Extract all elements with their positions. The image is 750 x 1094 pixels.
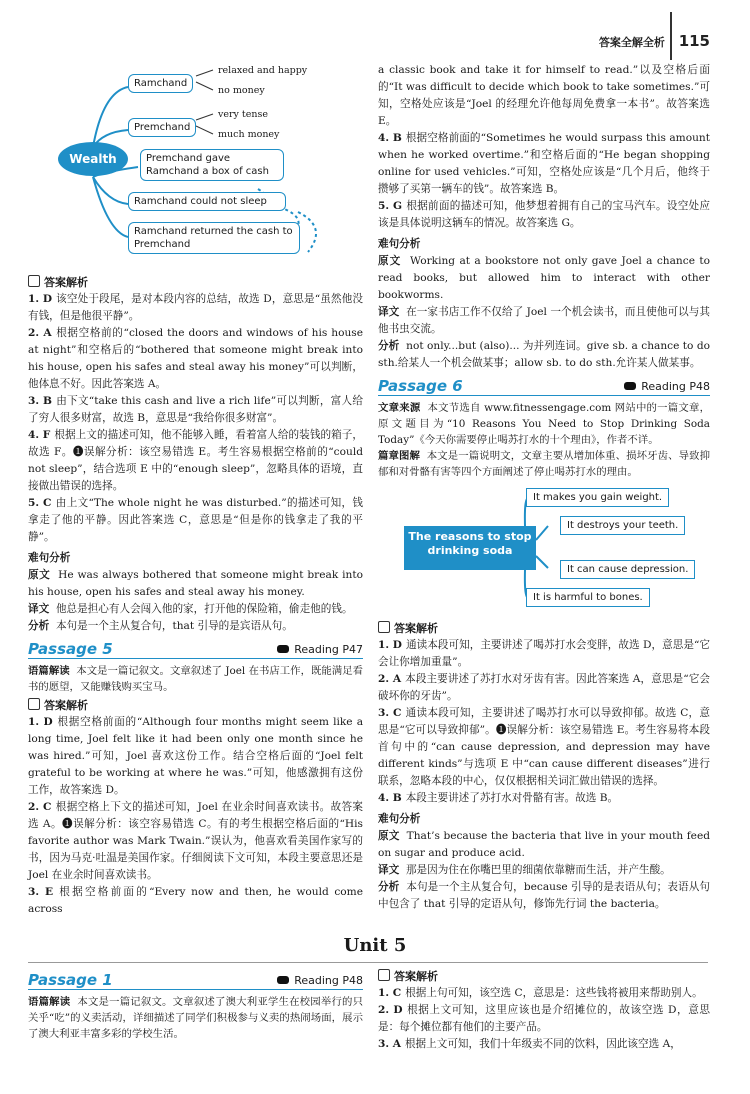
- passage6-bar: [378, 378, 710, 396]
- answer-item: 1. D 根据空格前面的“Although four months might seem like a long time, Joel felt like it had been only one month since he was hired.”可知，Joel 喜欢这份工作。结合空格后面的“Joel felt grateful to be working at where he was.”可知，他感激拥有这份工作，故答案选 D。: [28, 716, 364, 796]
- answer-item: 4. B 本段主要讲述了苏打水对骨骼有害。故选 B。: [378, 792, 619, 804]
- wealth-center-node: Wealth: [58, 142, 128, 176]
- node-could-not-sleep: Ramchand could not sleep: [128, 192, 286, 211]
- answer-item: 2. C 根据空格上下文的描述可知，Joel 在业余时间喜欢读书。故答案选 A。❶误解分析：该空容易错选 C。有的考生根据空格后面的“His favorite author was Mark Twain.”误认为，他喜欢看美国作家写的书，因为马克·吐温是美国作家。仔细阅读下文可知，本段主要意思还是 Joel 在业余时间喜欢读书。: [28, 801, 363, 881]
- answers-title: 答案解析: [28, 697, 363, 714]
- node-premchand-gave: Premchand gave Ramchand a box of cash: [140, 149, 284, 181]
- yuanwen: 原文 Working at a bookstore not only gave Joel a chance to read books, but allowed him to interact with other bookworms.: [378, 255, 710, 301]
- fenxi: 分析 本句是一个主从复合句，that 引导的是宾语从句。: [28, 620, 293, 632]
- unit5-right: [378, 966, 710, 1053]
- answer-item: 4. F 根据上文的描述可知，他不能够入睡，看着富人给的装钱的箱子，故选 F。❶误解分析：该空易错选 E。考生容易根据空格前的“could not sleep”，结合选项 E 中的“enough sleep”，忽略具体的语境，直接做出错误的选择。: [28, 429, 363, 492]
- answers-title: 答案解析: [378, 968, 710, 985]
- right-column: [378, 62, 710, 913]
- soda-diagram: [378, 484, 710, 614]
- answer-item: 3. C 通读本段可知，主要讲述了喝苏打水可以导致抑郁。故选 C，意思是“它可以导致抑郁”。❶误解分析：该空易错选 E。考生容易将本段首句中的“can cause depression, and depression may have different kinds”与选项 E 中“can cause different diseases”进行联系，忽略本段的中心，仅仅根据相关词汇做出错误的选择。: [378, 707, 710, 787]
- passage5-title: Passage 5: [28, 640, 113, 658]
- passage5-reading: Reading P47: [277, 641, 363, 658]
- soda-leaf-weight: It makes you gain weight.: [526, 488, 669, 507]
- answer-continuation: a classic book and take it for himself to read.”以及空格后面的“It was difficult to decide which book to take sometimes.”可知，空格处应该是“Joel 的经理允许他每周免费拿一本书”。故答案选 E。: [378, 64, 710, 127]
- unit-rule: [28, 962, 708, 963]
- passage6-title: Passage 6: [378, 377, 463, 395]
- answer-item: 3. A 根据上文可知，我们十年级卖不同的饮料，因此该空选 A，: [378, 1038, 681, 1050]
- answer-item: 3. E 根据空格前面的“Every now and then, he would come across: [28, 886, 363, 915]
- fenxi: 分析 not only...but (also)... 为并列连词。give sb. a chance to do sth.给某人一个机会做某事；allow sb. to do sth.允许某人做某事。: [378, 340, 711, 369]
- yiwen: 译文 他总是担心有人会闯入他的家，打开他的保险箱，偷走他的钱。: [28, 603, 353, 615]
- key-icon: [28, 698, 40, 710]
- yiwen: 译文 在一家书店工作不仅给了 Joel 一个机会读书，而且使他可以与其他书虫交流。: [378, 306, 710, 335]
- pointing-hand-icon: [624, 382, 636, 390]
- passage6-source: 文章来源 本文节选自 www.fitnessengage.com 网站中的一篇文章，原文题目为“10 Reasons You Need to Stop Drinking Soda Today”《今天你需要停止喝苏打水的十个理由》，作者不详。: [378, 402, 711, 446]
- hard-sentence-title: 难句分析: [28, 552, 71, 564]
- node-premchand: Premchand: [128, 118, 196, 137]
- page-number: 115: [678, 32, 710, 50]
- passage5-bar: [28, 641, 363, 659]
- yuanwen: 原文 He was always bothered that someone might break into his house, open his safes and steal away his money.: [28, 569, 363, 598]
- ann-much-money: much money: [218, 129, 280, 140]
- header-title: 答案全解全析: [598, 36, 665, 49]
- key-icon: [378, 621, 390, 633]
- answers-title: 答案解析: [28, 274, 363, 291]
- passage6-reading: Reading P48: [624, 378, 710, 395]
- soda-center-node: The reasons to stop drinking soda: [404, 526, 536, 570]
- answer-item: 1. C 根据上句可知，该空选 C，意思是：这些钱将被用来帮助别人。: [378, 987, 703, 999]
- page-header: [599, 32, 710, 50]
- answer-item: 5. C 由上文“The whole night he was disturbed.”的描述可知，钱拿走了他的平静。因此答案选 C，意思是“但是你的钱拿走了我的平静”。: [28, 497, 363, 543]
- answer-item: 2. D 根据上文可知，这里应该也是介绍摊位的，故该空选 D，意思是：每个摊位都有他们的主要产品。: [378, 1004, 710, 1033]
- ann-very-tense: very tense: [218, 109, 268, 120]
- fenxi: 分析 本句是一个主从复合句，because 引导的是表语从句；表语从句中包含了 that 引导的定语从句，修饰先行词 the bacteria。: [378, 881, 710, 910]
- passage6-diagram-desc: 篇章图解 本文是一篇说明文，文章主要从增加体重、损坏牙齿、导致抑郁和对骨骼有害等四个方面阐述了停止喝苏打水的理由。: [378, 450, 711, 478]
- yiwen: 译文 那是因为住在你嘴巴里的细菌依靠糖而生活，并产生酸。: [378, 864, 671, 876]
- answer-item: 3. B 由下文“take this cash and live a rich life”可以判断，富人给了穷人很多财富，故选 B，意思是“我给你很多财富”。: [28, 395, 363, 424]
- unit5-passage1-desc: 语篇解读 本文是一篇记叙文。文章叙述了澳大利亚学生在校园举行的只关乎“吃”的义卖活动，详细描述了同学们积极参与义卖的热闹场面，展示了澳大利亚丰富多彩的学校生活。: [28, 996, 364, 1040]
- answer-item: 2. A 根据空格前的“closed the doors and windows of his house at night”和空格后的“bothered that someone might break into his house, open his safes and steal away his money”可以判断，他体息不好。因此答案选 A。: [28, 327, 363, 390]
- soda-leaf-depression: It can cause depression.: [560, 560, 695, 579]
- unit5-passage1-reading: Reading P48: [277, 972, 363, 989]
- passage5-desc: 语篇解读 本文是一篇记叙文。文章叙述了 Joel 在书店工作，既能满足看书的愿望，又能赚钱购买宝马。: [28, 665, 364, 693]
- soda-leaf-bones: It is harmful to bones.: [526, 588, 650, 607]
- hard-sentence-title: 难句分析: [378, 813, 421, 825]
- ann-no-money: no money: [218, 85, 265, 96]
- yuanwen: 原文 That’s because the bacteria that live in your mouth feed on sugar and produce acid.: [378, 830, 710, 859]
- hard-sentence-title: 难句分析: [378, 238, 421, 250]
- ann-relaxed: relaxed and happy: [218, 65, 308, 76]
- wealth-diagram: [28, 62, 363, 270]
- unit5-left: [28, 966, 363, 1042]
- answer-item: 1. D 通读本段可知，主要讲述了喝苏打水会变胖，故选 D，意思是“它会让你增加重量”。: [378, 639, 711, 668]
- node-ramchand: Ramchand: [128, 74, 193, 93]
- key-icon: [28, 275, 40, 287]
- answer-item: 5. G 根据前面的描述可知，他梦想着拥有自己的宝马汽车。设空处应该是具体说明这辆车的情况。故答案选 G。: [378, 200, 711, 229]
- answers-title: 答案解析: [378, 620, 710, 637]
- unit5-passage1-bar: [28, 972, 363, 990]
- answer-item: 1. D 该空处于段尾，是对本段内容的总结，故选 D，意思是“虽然他没有钱，但是他很平静”。: [28, 293, 363, 322]
- unit-title: Unit 5: [343, 935, 407, 956]
- left-column: [28, 62, 363, 918]
- pointing-hand-icon: [277, 976, 289, 984]
- pointing-hand-icon: [277, 645, 289, 653]
- key-icon: [378, 969, 390, 981]
- answer-item: 4. B 根据空格前面的“Sometimes he would surpass this amount when he worked overtime.”和空格后面的“He began shopping online for used vehicles.”可知，空格处应该是“几个月后，他终于攒够了买第一辆车的钱”。故答案选 B。: [378, 132, 710, 195]
- node-returned-cash: Ramchand returned the cash to Premchand: [128, 222, 300, 254]
- unit5-passage1-title: Passage 1: [28, 971, 113, 989]
- answer-item: 2. A 本段主要讲述了苏打水对牙齿有害。因此答案选 A，意思是“它会破坏你的牙齿”。: [378, 673, 711, 702]
- soda-leaf-teeth: It destroys your teeth.: [560, 516, 685, 535]
